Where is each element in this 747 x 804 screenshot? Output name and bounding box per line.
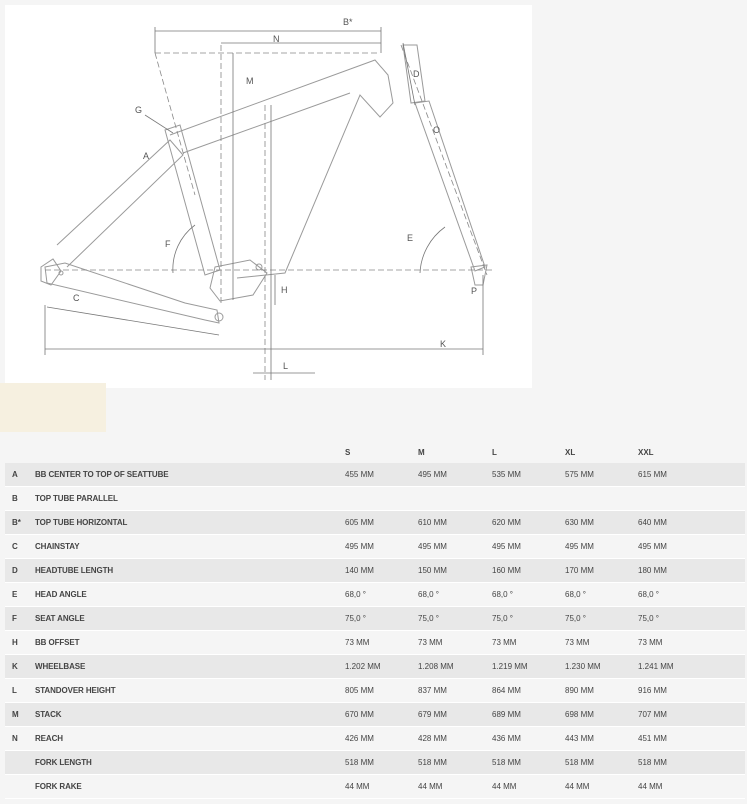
value-size-l	[492, 487, 565, 511]
value-size-l: 1.219 MM	[492, 655, 565, 679]
value-size-l: 436 MM	[492, 727, 565, 751]
row-code: E	[5, 583, 35, 607]
label-N: N	[273, 34, 280, 44]
row-code: H	[5, 631, 35, 655]
table-row	[5, 535, 745, 559]
table-row	[5, 751, 745, 775]
row-code: K	[5, 655, 35, 679]
value-size-m: 610 MM	[418, 511, 492, 535]
value-size-m: 495 MM	[418, 535, 492, 559]
row-code: M	[5, 703, 35, 727]
table-row	[5, 487, 745, 511]
value-size-l: 44 MM	[492, 775, 565, 799]
label-O: O	[433, 125, 441, 135]
value-size-l: 495 MM	[492, 535, 565, 559]
table-row	[5, 559, 745, 583]
value-size-s: 495 MM	[345, 535, 418, 559]
value-size-m: 150 MM	[418, 559, 492, 583]
header-label	[35, 441, 345, 463]
row-code: B*	[5, 511, 35, 535]
value-size-s	[345, 487, 418, 511]
table-row	[5, 703, 745, 727]
down-tube-inner	[183, 93, 350, 153]
geometry-table-body	[5, 463, 745, 799]
value-size-s: 805 MM	[345, 679, 418, 703]
value-size-s: 670 MM	[345, 703, 418, 727]
value-size-xxl: 916 MM	[638, 679, 745, 703]
value-size-xxl: 495 MM	[638, 535, 745, 559]
value-size-xxl: 180 MM	[638, 559, 745, 583]
row-label: STANDOVER HEIGHT	[35, 679, 345, 703]
value-size-m: 44 MM	[418, 775, 492, 799]
value-size-xxl: 75,0 °	[638, 607, 745, 631]
dropout	[41, 259, 61, 285]
row-label: HEADTUBE LENGTH	[35, 559, 345, 583]
value-size-xxl: 615 MM	[638, 463, 745, 487]
value-size-s: 605 MM	[345, 511, 418, 535]
bb-housing	[210, 260, 267, 301]
value-size-m: 75,0 °	[418, 607, 492, 631]
header-code	[5, 441, 35, 463]
frame-drawing	[5, 5, 532, 388]
chain-stay	[45, 263, 219, 323]
value-size-m: 73 MM	[418, 631, 492, 655]
value-size-xl: 698 MM	[565, 703, 638, 727]
value-size-l: 620 MM	[492, 511, 565, 535]
label-P: P	[471, 286, 478, 296]
value-size-xxl: 640 MM	[638, 511, 745, 535]
table-row	[5, 655, 745, 679]
value-size-xl: 44 MM	[565, 775, 638, 799]
row-code	[5, 751, 35, 775]
value-size-s: 518 MM	[345, 751, 418, 775]
header-size-s: S	[345, 447, 351, 457]
value-size-m: 428 MM	[418, 727, 492, 751]
value-size-s: 1.202 MM	[345, 655, 418, 679]
table-row	[5, 607, 745, 631]
label-L: L	[283, 361, 289, 371]
value-size-l: 73 MM	[492, 631, 565, 655]
row-label: CHAINSTAY	[35, 535, 345, 559]
row-label: HEAD ANGLE	[35, 583, 345, 607]
table-row	[5, 727, 745, 751]
fork-leg	[415, 101, 485, 271]
value-size-xl: 170 MM	[565, 559, 638, 583]
value-size-xl: 495 MM	[565, 535, 638, 559]
label-F: F	[165, 239, 171, 249]
value-size-m: 679 MM	[418, 703, 492, 727]
value-size-l: 864 MM	[492, 679, 565, 703]
row-label: FORK RAKE	[35, 775, 345, 799]
value-size-xxl: 73 MM	[638, 631, 745, 655]
header-size-m: M	[418, 447, 425, 457]
value-size-m: 495 MM	[418, 463, 492, 487]
row-code: L	[5, 679, 35, 703]
header-size-xl: XL	[565, 447, 576, 457]
table-row	[5, 775, 745, 799]
value-size-xl: 1.230 MM	[565, 655, 638, 679]
label-D: D	[413, 69, 420, 79]
label-H: H	[281, 285, 288, 295]
value-size-xxl: 44 MM	[638, 775, 745, 799]
value-size-xxl	[638, 487, 745, 511]
row-code: C	[5, 535, 35, 559]
label-Bstar: B*	[343, 17, 353, 27]
value-size-s: 44 MM	[345, 775, 418, 799]
label-C: C	[73, 293, 80, 303]
label-K: K	[440, 339, 447, 349]
value-size-xxl: 68,0 °	[638, 583, 745, 607]
value-size-xxl: 518 MM	[638, 751, 745, 775]
value-size-xl: 73 MM	[565, 631, 638, 655]
label-E: E	[407, 233, 414, 243]
row-label: SEAT ANGLE	[35, 607, 345, 631]
table-row	[5, 679, 745, 703]
value-size-s: 75,0 °	[345, 607, 418, 631]
value-size-m: 68,0 °	[418, 583, 492, 607]
label-G: G	[135, 105, 143, 115]
table-row	[5, 631, 745, 655]
row-code: B	[5, 487, 35, 511]
value-size-xxl: 451 MM	[638, 727, 745, 751]
value-size-l: 68,0 °	[492, 583, 565, 607]
value-size-s: 455 MM	[345, 463, 418, 487]
value-size-s: 73 MM	[345, 631, 418, 655]
color-swatch	[0, 383, 106, 432]
label-A: A	[143, 151, 150, 161]
header-size-xxl: XXL	[638, 447, 654, 457]
table-row	[5, 463, 745, 487]
value-size-s: 68,0 °	[345, 583, 418, 607]
row-label: FORK LENGTH	[35, 751, 345, 775]
row-code: A	[5, 463, 35, 487]
geometry-table	[5, 441, 745, 799]
value-size-xxl: 1.241 MM	[638, 655, 745, 679]
value-size-xl: 630 MM	[565, 511, 638, 535]
seat-tube	[165, 125, 220, 275]
row-label: BB CENTER TO TOP OF SEATTUBE	[35, 463, 345, 487]
label-M: M	[246, 76, 254, 86]
value-size-xl: 68,0 °	[565, 583, 638, 607]
row-code: D	[5, 559, 35, 583]
value-size-l: 160 MM	[492, 559, 565, 583]
row-code: F	[5, 607, 35, 631]
row-code	[5, 775, 35, 799]
value-size-l: 518 MM	[492, 751, 565, 775]
value-size-s: 140 MM	[345, 559, 418, 583]
value-size-m: 518 MM	[418, 751, 492, 775]
value-size-m: 1.208 MM	[418, 655, 492, 679]
value-size-xl: 443 MM	[565, 727, 638, 751]
value-size-l: 535 MM	[492, 463, 565, 487]
row-label: WHEELBASE	[35, 655, 345, 679]
top-tube	[170, 60, 393, 278]
table-row	[5, 583, 745, 607]
header-size-l: L	[492, 447, 497, 457]
row-label: STACK	[35, 703, 345, 727]
size-header-row	[5, 441, 745, 463]
value-size-s: 426 MM	[345, 727, 418, 751]
value-size-xxl: 707 MM	[638, 703, 745, 727]
value-size-xl	[565, 487, 638, 511]
value-size-l: 75,0 °	[492, 607, 565, 631]
value-size-m: 837 MM	[418, 679, 492, 703]
value-size-m	[418, 487, 492, 511]
value-size-xl: 75,0 °	[565, 607, 638, 631]
row-label: BB OFFSET	[35, 631, 345, 655]
row-label: REACH	[35, 727, 345, 751]
value-size-xl: 575 MM	[565, 463, 638, 487]
frame-geometry-diagram	[5, 5, 532, 388]
row-label: TOP TUBE PARALLEL	[35, 487, 345, 511]
row-label: TOP TUBE HORIZONTAL	[35, 511, 345, 535]
table-row	[5, 511, 745, 535]
value-size-l: 689 MM	[492, 703, 565, 727]
value-size-xl: 518 MM	[565, 751, 638, 775]
value-size-xl: 890 MM	[565, 679, 638, 703]
row-code: N	[5, 727, 35, 751]
